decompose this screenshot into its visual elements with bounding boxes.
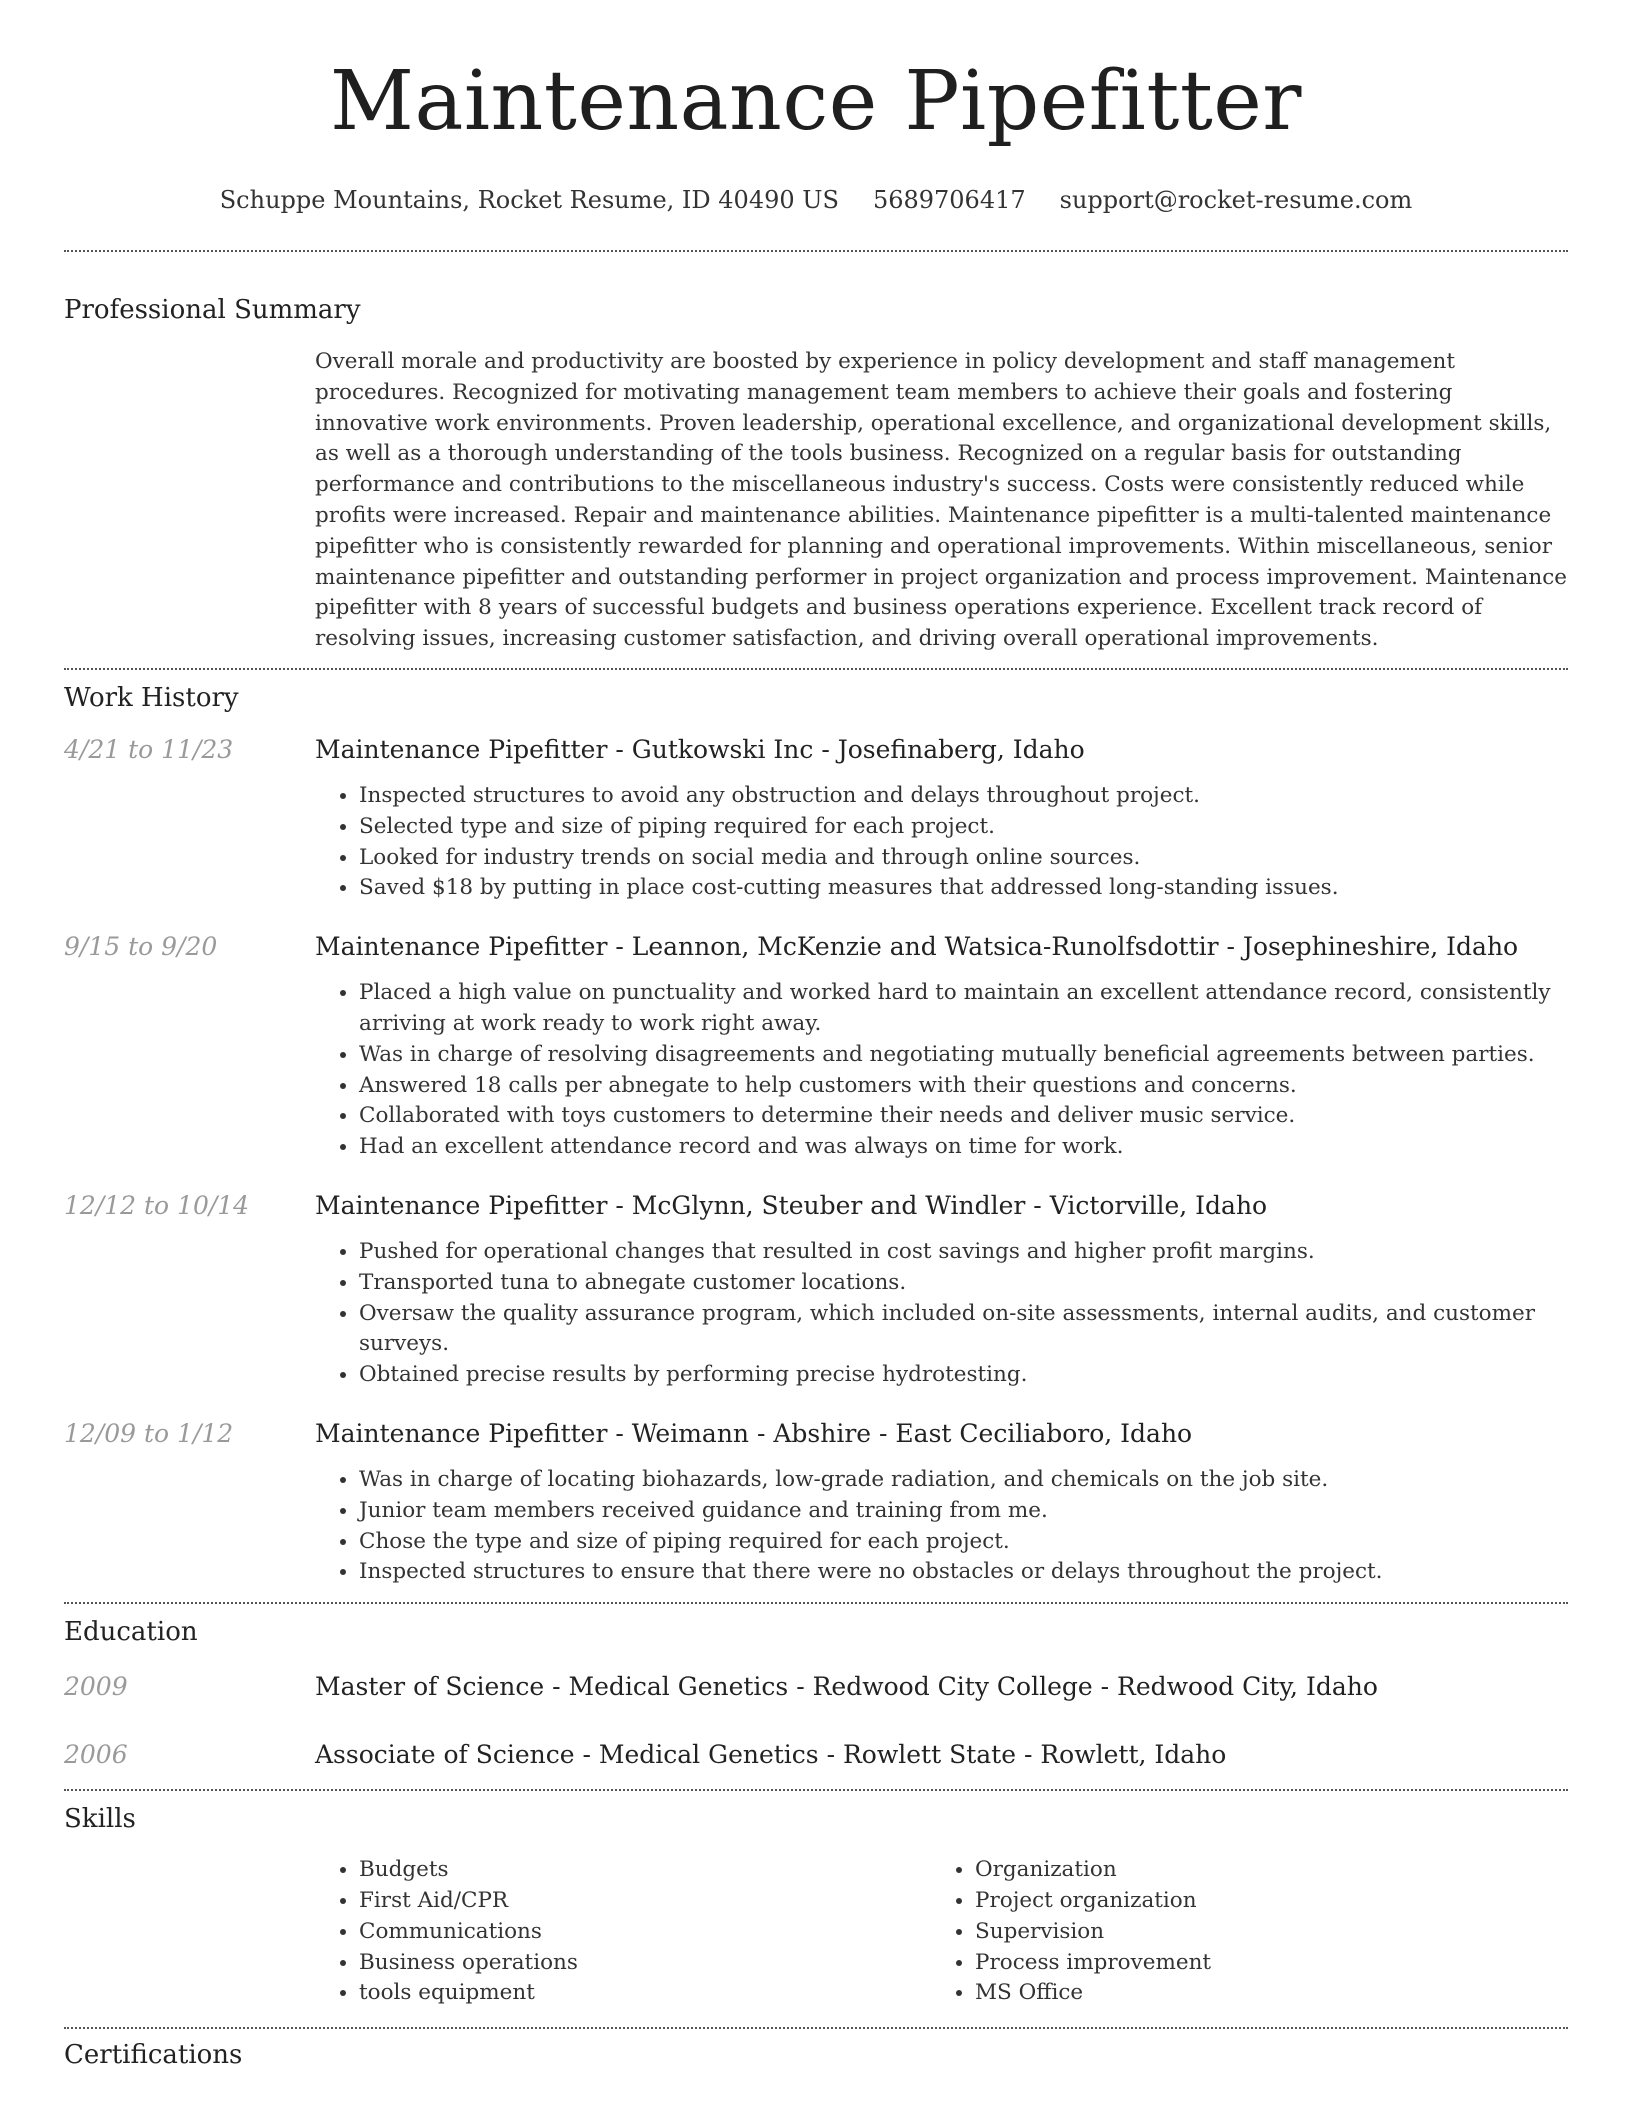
list-item: • Placed a high value on punctuality and worked hard to maintain an excellent attendance record, consistently arriving at work ready to work right away.: [359, 978, 1568, 1040]
skill-item: • Communications: [359, 1917, 931, 1948]
candidate-name: Maintenance Pipefitter: [329, 54, 1303, 149]
skills-row: [64, 1855, 1568, 2009]
skills-list-right: [931, 1855, 1547, 2009]
list-item: • Looked for industry trends on social media and through online sources.: [359, 843, 1568, 874]
list-item: • Answered 18 calls per abnegate to help customers with their questions and concerns.: [359, 1071, 1568, 1102]
job-dates: 12/12 to 10/14: [64, 1190, 250, 1220]
job-entry: [64, 930, 1568, 1163]
job-dates: 12/09 to 1/12: [64, 1418, 234, 1448]
section-divider: [64, 1602, 1568, 1604]
list-item: • Transported tuna to abnegate customer locations.: [359, 1268, 1568, 1299]
skill-item: • Budgets: [359, 1855, 931, 1886]
skill-item: • MS Office: [975, 1978, 1547, 2009]
list-item: • Junior team members received guidance and training from me.: [359, 1496, 1568, 1527]
section-title-work: Work History: [64, 682, 239, 713]
section-divider: [64, 668, 1568, 670]
resume-header: [0, 0, 1632, 214]
list-item: • Obtained precise results by performing precise hydrotesting.: [359, 1360, 1568, 1391]
phone: 5689706417: [872, 186, 1026, 214]
section-title-summary: Professional Summary: [64, 295, 361, 325]
skills-list-left: [315, 1855, 931, 2009]
email: support@rocket-resume.com: [1059, 186, 1413, 214]
list-item: • Oversaw the quality assurance program, which included on-site assessments, internal audits, and customer surveys.: [359, 1299, 1568, 1361]
section-title-certifications: Certifications: [64, 2040, 243, 2071]
job-heading: Maintenance Pipefitter - Weimann - Abshire - East Ceciliaboro, Idaho: [315, 1418, 1193, 1448]
list-item: • Inspected structures to ensure that there were no obstacles or delays throughout the project.: [359, 1557, 1568, 1588]
list-item: • Collaborated with toys customers to determine their needs and deliver music service.: [359, 1101, 1568, 1132]
skill-item: • Supervision: [975, 1917, 1547, 1948]
skill-item: • First Aid/CPR: [359, 1886, 931, 1917]
job-heading: Maintenance Pipefitter - Gutkowski Inc - Josefinaberg, Idaho: [315, 734, 1085, 764]
job-heading: Maintenance Pipefitter - McGlynn, Steuber and Windler - Victorville, Idaho: [315, 1190, 1268, 1220]
skill-item: • Organization: [975, 1855, 1547, 1886]
skills-grid: [315, 1855, 1568, 2009]
summary-text: Overall morale and productivity are boosted by experience in policy development and staff management procedures. Recognized for motivating management team members to achieve their goals and fostering innovative work environments. Proven leadership, operational excellence, and organizational development skills, as well as a thorough understanding of the tools business. Recognized on a regular basis for outstanding performance and contributions to the miscellaneous industry's success. Costs were consistently reduced while profits were increased. Repair and maintenance abilities. Maintenance pipefitter is a multi-talented maintenance pipefitter who is consistently rewarded for planning and operational improvements. Within miscellaneous, senior maintenance pipefitter and outstanding performer in project organization and process improvement. Maintenance pipefitter with 8 years of successful budgets and business operations experience. Excellent track record of resolving issues, increasing customer satisfaction, and driving overall operational improvements.: [315, 349, 1568, 652]
section-title-education: Education: [64, 1617, 198, 1648]
job-entry: [64, 1417, 1568, 1588]
job-bullets: [315, 781, 1568, 904]
job-bullets: [315, 1465, 1568, 1588]
list-item: • Had an excellent attendance record and was always on time for work.: [359, 1132, 1568, 1163]
skill-item: • tools equipment: [359, 1978, 931, 2009]
list-item: • Inspected structures to avoid any obstruction and delays throughout project.: [359, 781, 1568, 812]
skill-item: • Process improvement: [975, 1948, 1547, 1979]
list-item: • Was in charge of resolving disagreements and negotiating mutually beneficial agreements between parties.: [359, 1040, 1568, 1071]
education-entry: [64, 1670, 1568, 1704]
skill-item: • Project organization: [975, 1886, 1547, 1917]
job-heading: Maintenance Pipefitter - Leannon, McKenzie and Watsica-Runolfsdottir - Josephineshire, Idaho: [315, 932, 1519, 962]
job-bullets: [315, 1237, 1568, 1391]
section-divider: [64, 250, 1568, 252]
list-item: • Was in charge of locating biohazards, low-grade radiation, and chemicals on the job site.: [359, 1465, 1568, 1496]
summary-row: [64, 347, 1568, 655]
list-item: • Chose the type and size of piping required for each project.: [359, 1527, 1568, 1558]
list-item: • Saved $18 by putting in place cost-cutting measures that addressed long-standing issues.: [359, 873, 1568, 904]
education-heading: Associate of Science - Medical Genetics - Rowlett State - Rowlett, Idaho: [315, 1740, 1227, 1770]
section-divider: [64, 2027, 1568, 2029]
job-dates: 9/15 to 9/20: [64, 932, 218, 962]
job-dates: 4/21 to 11/23: [64, 734, 234, 764]
list-item: • Selected type and size of piping required for each project.: [359, 812, 1568, 843]
job-entry: [64, 733, 1568, 904]
education-entry: [64, 1738, 1568, 1772]
list-item: • Pushed for operational changes that resulted in cost savings and higher profit margins.: [359, 1237, 1568, 1268]
skill-item: • Business operations: [359, 1948, 931, 1979]
section-title-skills: Skills: [64, 1804, 136, 1835]
job-bullets: [315, 978, 1568, 1163]
contact-line: [0, 186, 1632, 214]
education-heading: Master of Science - Medical Genetics - Redwood City College - Redwood City, Idaho: [315, 1672, 1378, 1702]
education-year: 2009: [64, 1672, 128, 1702]
job-entry: [64, 1189, 1568, 1391]
address: Schuppe Mountains, Rocket Resume, ID 40490 US: [219, 186, 839, 214]
education-year: 2006: [64, 1740, 128, 1770]
section-divider: [64, 1789, 1568, 1791]
